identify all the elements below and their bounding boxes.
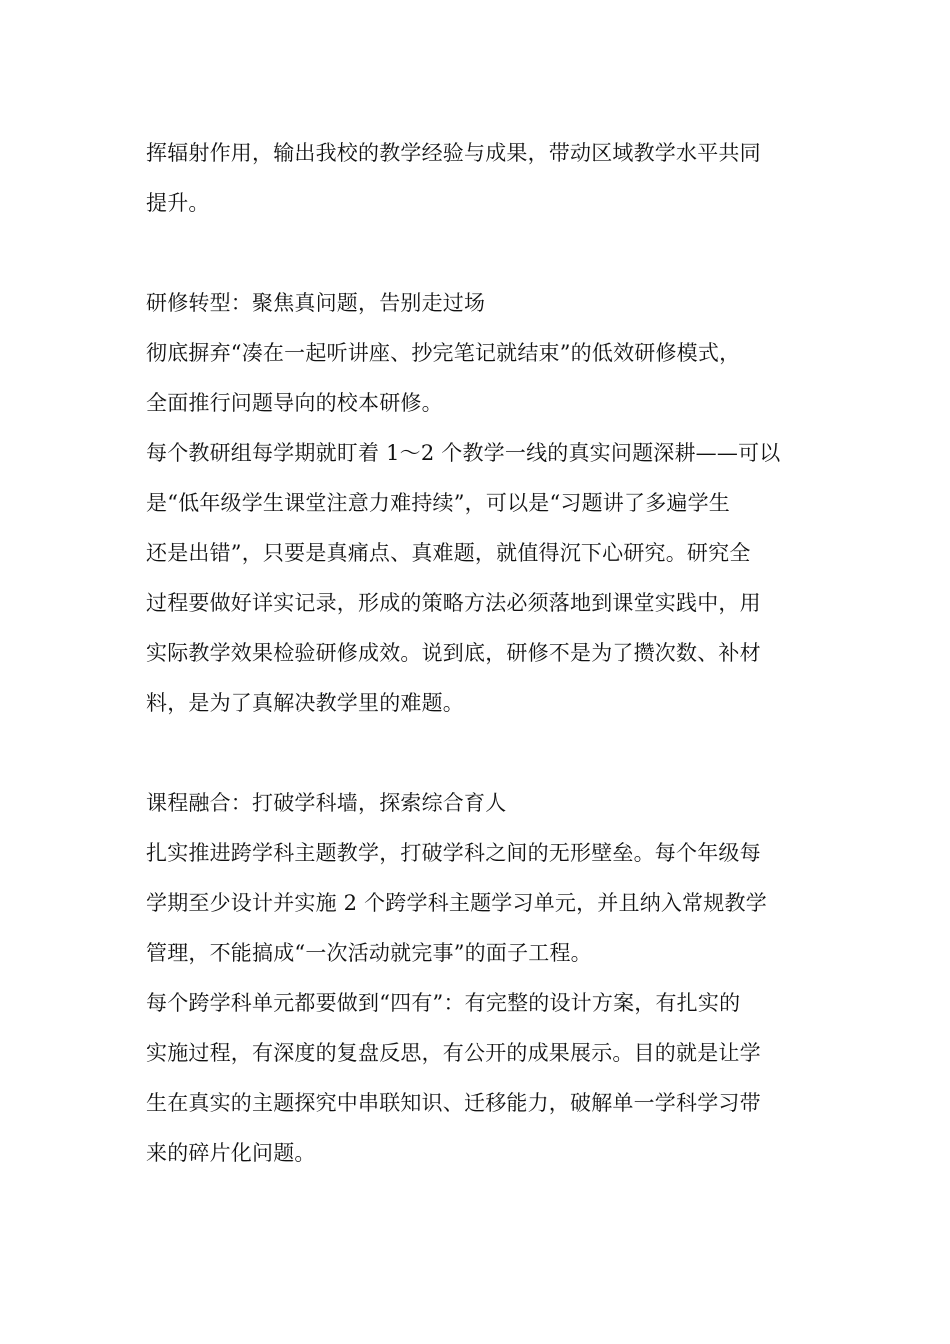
text-line: 每个教研组每学期就盯着 1～2 个教学一线的真实问题深耕——可以	[146, 441, 781, 465]
text-line: 提升。	[146, 191, 210, 215]
text-line: 管理，不能搞成“一次活动就完事”的面子工程。	[146, 941, 592, 965]
section-heading: 课程融合：打破学科墙，探索综合育人	[146, 791, 507, 815]
text-line: 学期至少设计并实施 2 个跨学科主题学习单元，并且纳入常规教学	[146, 891, 767, 915]
text-line: 每个跨学科单元都要做到“四有”：有完整的设计方案，有扎实的	[146, 991, 741, 1015]
text-line: 料，是为了真解决教学里的难题。	[146, 691, 464, 715]
document-body	[146, 128, 810, 1178]
paragraph	[146, 978, 810, 1178]
paragraph-continuation	[146, 128, 810, 228]
text-line: 彻底摒弃“凑在一起听讲座、抄完笔记就结束”的低效研修模式，	[146, 341, 741, 365]
text-line: 扎实推进跨学科主题教学，打破学科之间的无形壁垒。每个年级每	[146, 841, 761, 865]
text-line: 是“低年级学生课堂注意力难持续”，可以是“习题讲了多遍学生	[146, 491, 731, 515]
paragraph	[146, 328, 810, 428]
text-line: 来的碎片化问题。	[146, 1141, 316, 1165]
section-heading: 研修转型：聚焦真问题，告别走过场	[146, 291, 486, 315]
text-line: 生在真实的主题探究中串联知识、迁移能力，破解单一学科学习带	[146, 1091, 761, 1115]
section-research-transformation	[146, 278, 810, 728]
section-curriculum-integration	[146, 778, 810, 1178]
blank-line	[146, 728, 810, 778]
text-line: 过程要做好详实记录，形成的策略方法必须落地到课堂实践中，用	[146, 591, 761, 615]
blank-line	[146, 228, 810, 278]
text-line: 全面推行问题导向的校本研修。	[146, 391, 443, 415]
text-line: 挥辐射作用，输出我校的教学经验与成果，带动区域教学水平共同	[146, 141, 761, 165]
paragraph	[146, 428, 810, 728]
paragraph	[146, 828, 810, 978]
text-line: 实施过程，有深度的复盘反思，有公开的成果展示。目的就是让学	[146, 1041, 761, 1065]
text-line: 实际教学效果检验研修成效。说到底，研修不是为了攒次数、补材	[146, 641, 761, 665]
text-line: 还是出错”，只要是真痛点、真难题，就值得沉下心研究。研究全	[146, 541, 751, 565]
